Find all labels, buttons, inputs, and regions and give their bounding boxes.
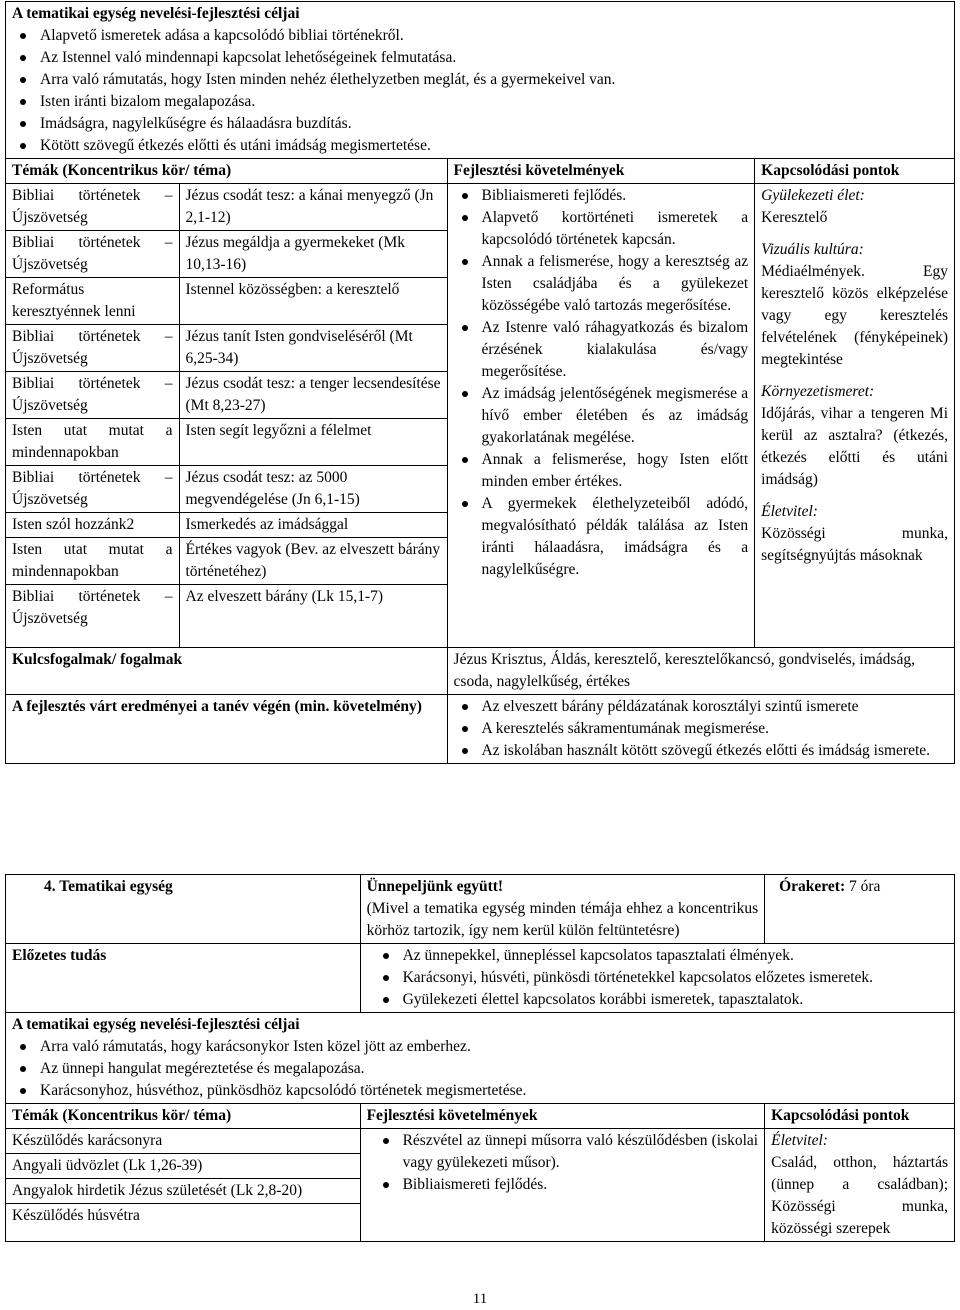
topic-title: Ismerkedés az imádsággal bbox=[179, 513, 447, 538]
unit4-prior-cell bbox=[360, 944, 954, 1013]
topic-category: Isten utat mutat a mindennapokban bbox=[6, 538, 179, 585]
unit4-label: 4. Tematikai egység bbox=[6, 875, 361, 944]
connection-title: Gyülekezeti élet: bbox=[761, 187, 865, 204]
unit4-hours-label: Órakeret: bbox=[779, 878, 846, 895]
topic-title: Jézus csodát tesz: a kánai menyegző (Jn 2,1-12) bbox=[179, 184, 447, 231]
list-item: Gyülekezeti élettel kapcsolatos korábbi ismeretek, tapasztalatok. bbox=[403, 989, 948, 1011]
list-item: A gyermekek élethelyzeteiből adódó, megvalósítható példák találása az Isten iránti hálaadásra, imádságra és a nagylelkűségre. bbox=[482, 493, 749, 581]
list-item: Annak a felismerése, hogy a keresztség az Isten családjába és a gyülekezet közösségébe való tartozás megerősítése. bbox=[482, 251, 749, 317]
unit4-topics-list bbox=[6, 1129, 360, 1228]
list-item: Az ünnepi hangulat megéreztetése és megalapozása. bbox=[40, 1058, 948, 1080]
topic-category: Bibliai történetek – Újszövetség bbox=[6, 466, 179, 513]
list-item: Annak a felismerése, hogy Isten előtt minden ember értékes. bbox=[482, 449, 749, 493]
topic-category: Bibliai történetek – Újszövetség bbox=[6, 231, 179, 278]
unit3-goals-list bbox=[12, 25, 948, 157]
topic-title: Értékes vagyok (Bev. az elveszett bárány történetéhez) bbox=[179, 538, 447, 585]
connection-title: Környezetismeret: bbox=[761, 383, 875, 400]
unit4-goals-cell bbox=[6, 1013, 955, 1104]
unit3-connections-cell bbox=[755, 184, 955, 648]
unit3-requirements-list bbox=[454, 185, 749, 581]
unit3-key-concepts-label: Kulcsfogalmak/ fogalmak bbox=[6, 648, 448, 695]
topic-category: Református keresztyénnek lenni bbox=[6, 278, 179, 325]
unit3-requirements-header: Fejlesztési követelmények bbox=[447, 159, 755, 184]
topic-title: Jézus csodát tesz: az 5000 megvendégelése (Jn 6,1-15) bbox=[179, 466, 447, 513]
list-item: Az ünnepekkel, ünnepléssel kapcsolatos tapasztalati élmények. bbox=[403, 945, 948, 967]
unit3-goals-title: A tematikai egység nevelési-fejlesztési céljai bbox=[12, 5, 300, 22]
unit4-note: (Mivel a tematika egység minden témája ehhez a koncentrikus körhöz tartozik, így nem kerül külön feltüntetésre) bbox=[366, 900, 759, 939]
list-item: Imádságra, nagylelkűségre és hálaadásra buzdítás. bbox=[40, 113, 948, 135]
list-item: Arra való rámutatás, hogy Isten minden nehéz élethelyzetben meglát, és a gyermekeivel van. bbox=[40, 69, 948, 91]
topic-title: Istennel közösségben: a keresztelő bbox=[179, 278, 447, 325]
unit4-requirements-list bbox=[367, 1130, 759, 1196]
list-item: Karácsonyi, húsvéti, pünkösdi történetekkel kapcsolatos előzetes ismeretek. bbox=[403, 967, 948, 989]
list-item: Isten iránti bizalom megalapozása. bbox=[40, 91, 948, 113]
list-item: Az imádság jelentőségének megismerése a hívő ember életében és az imádság gyakorlatának megélése. bbox=[482, 383, 749, 449]
topic-title: Angyalok hirdetik Jézus születését (Lk 2,8-20) bbox=[6, 1179, 360, 1204]
unit3-topics-cell bbox=[6, 184, 448, 648]
list-item: Részvétel az ünnepi műsorra való készülődésben (iskolai vagy gyülekezeti műsor). bbox=[403, 1130, 759, 1174]
unit3-connections-header: Kapcsolódási pontok bbox=[755, 159, 955, 184]
unit4-title: Ünnepeljünk együtt! bbox=[366, 878, 504, 895]
unit3-topics-header: Témák (Koncentrikus kör/ téma) bbox=[6, 159, 448, 184]
unit3-goals-cell bbox=[6, 2, 955, 159]
topic-category: Bibliai történetek – Újszövetség bbox=[6, 372, 179, 419]
connection-text: Időjárás, vihar a tengeren Mi kerül az asztalra? (étkezés, étkezés előtti és utáni imádság) bbox=[761, 405, 948, 488]
page-number: 11 bbox=[472, 1291, 488, 1307]
list-item: Arra való rámutatás, hogy karácsonykor Isten közel jött az emberhez. bbox=[40, 1036, 948, 1058]
unit4-hours-cell bbox=[765, 875, 955, 944]
connection-text: Keresztelő bbox=[761, 209, 828, 226]
list-item: Bibliaismereti fejlődés. bbox=[403, 1174, 759, 1196]
unit3-topics-list bbox=[6, 184, 447, 647]
topic-title: Jézus csodát tesz: a tenger lecsendesítése (Mt 8,23-27) bbox=[179, 372, 447, 419]
unit4-topics-header: Témák (Koncentrikus kör/ téma) bbox=[6, 1104, 361, 1129]
list-item: Alapvető ismeretek adása a kapcsolódó bibliai történekről. bbox=[40, 25, 948, 47]
topic-category: Bibliai történetek – Újszövetség bbox=[6, 184, 179, 231]
list-item: Az elveszett bárány példázatának korosztályi szintű ismerete bbox=[482, 696, 948, 718]
unit3-key-concepts-text: Jézus Krisztus, Áldás, keresztelő, keresztelőkancsó, gondviselés, imádság, csoda, nagylelkűség, értékes bbox=[447, 648, 954, 695]
connection-title: Életvitel: bbox=[771, 1132, 828, 1149]
list-item: Karácsonyhoz, húsvéthoz, pünkösdhöz kapcsolódó történetek megismertetése. bbox=[40, 1080, 948, 1102]
topic-title: Angyali üdvözlet (Lk 1,26-39) bbox=[6, 1154, 360, 1179]
unit4-prior-list bbox=[367, 945, 948, 1011]
topic-title: Készülődés húsvétra bbox=[6, 1204, 360, 1229]
unit4-connections-header: Kapcsolódási pontok bbox=[765, 1104, 955, 1129]
topic-category: Isten szól hozzánk2 bbox=[6, 513, 179, 538]
connection-text: Közösségi munka, segítségnyújtás másoknak bbox=[761, 525, 948, 564]
unit3-table bbox=[5, 1, 955, 764]
unit3-requirements-cell bbox=[447, 184, 755, 648]
topic-title: Jézus megáldja a gyermekeket (Mk 10,13-16) bbox=[179, 231, 447, 278]
unit4-connections-cell bbox=[765, 1129, 955, 1242]
list-item: Az iskolában használt kötött szövegű étkezés előtti és imádság ismerete. bbox=[482, 740, 948, 762]
list-item: Bibliaismereti fejlődés. bbox=[482, 185, 749, 207]
topic-title: Az elveszett bárány (Lk 15,1-7) bbox=[179, 585, 447, 648]
unit4-requirements-header: Fejlesztési követelmények bbox=[360, 1104, 765, 1129]
connection-text: Médiaélmények. Egy keresztelő közös elképzelése vagy egy keresztelés felvételének (fényképeinek) megtekintése bbox=[761, 263, 948, 368]
unit4-table bbox=[5, 874, 955, 1242]
topic-category: Bibliai történetek – Újszövetség bbox=[6, 325, 179, 372]
unit3-results-cell bbox=[447, 695, 954, 764]
topic-category: Isten utat mutat a mindennapokban bbox=[6, 419, 179, 466]
topic-category: Bibliai történetek – Újszövetség bbox=[6, 585, 179, 648]
unit3-results-list bbox=[454, 696, 948, 762]
unit4-hours-value: 7 óra bbox=[849, 878, 881, 895]
list-item: Az Istenre való ráhagyatkozás és bizalom érzésének kialakulása és/vagy megerősítése. bbox=[482, 317, 749, 383]
connection-text: Család, otthon, háztartás (ünnep a családban); Közösségi munka, közösségi szerepek bbox=[771, 1154, 948, 1237]
unit4-goals-title: A tematikai egység nevelési-fejlesztési céljai bbox=[12, 1016, 300, 1033]
list-item: Az Istennel való mindennapi kapcsolat lehetőségeinek felmutatása. bbox=[40, 47, 948, 69]
topic-title: Isten segít legyőzni a félelmet bbox=[179, 419, 447, 466]
list-item: Kötött szövegű étkezés előtti és utáni imádság megismertetése. bbox=[40, 135, 948, 157]
list-item: Alapvető kortörténeti ismeretek a kapcsolódó történetek kapcsán. bbox=[482, 207, 749, 251]
unit4-title-cell bbox=[360, 875, 765, 944]
topic-title: Készülődés karácsonyra bbox=[6, 1129, 360, 1154]
unit4-goals-list bbox=[12, 1036, 948, 1102]
unit4-prior-label: Előzetes tudás bbox=[6, 944, 361, 1013]
unit3-results-label: A fejlesztés várt eredményei a tanév végén (min. követelmény) bbox=[6, 695, 448, 764]
unit4-topics-cell bbox=[6, 1129, 361, 1242]
connection-title: Életvitel: bbox=[761, 503, 818, 520]
topic-title: Jézus tanít Isten gondviseléséről (Mt 6,25-34) bbox=[179, 325, 447, 372]
unit4-requirements-cell bbox=[360, 1129, 765, 1242]
list-item: A keresztelés sákramentumának megismerése. bbox=[482, 718, 948, 740]
connection-title: Vizuális kultúra: bbox=[761, 241, 864, 258]
